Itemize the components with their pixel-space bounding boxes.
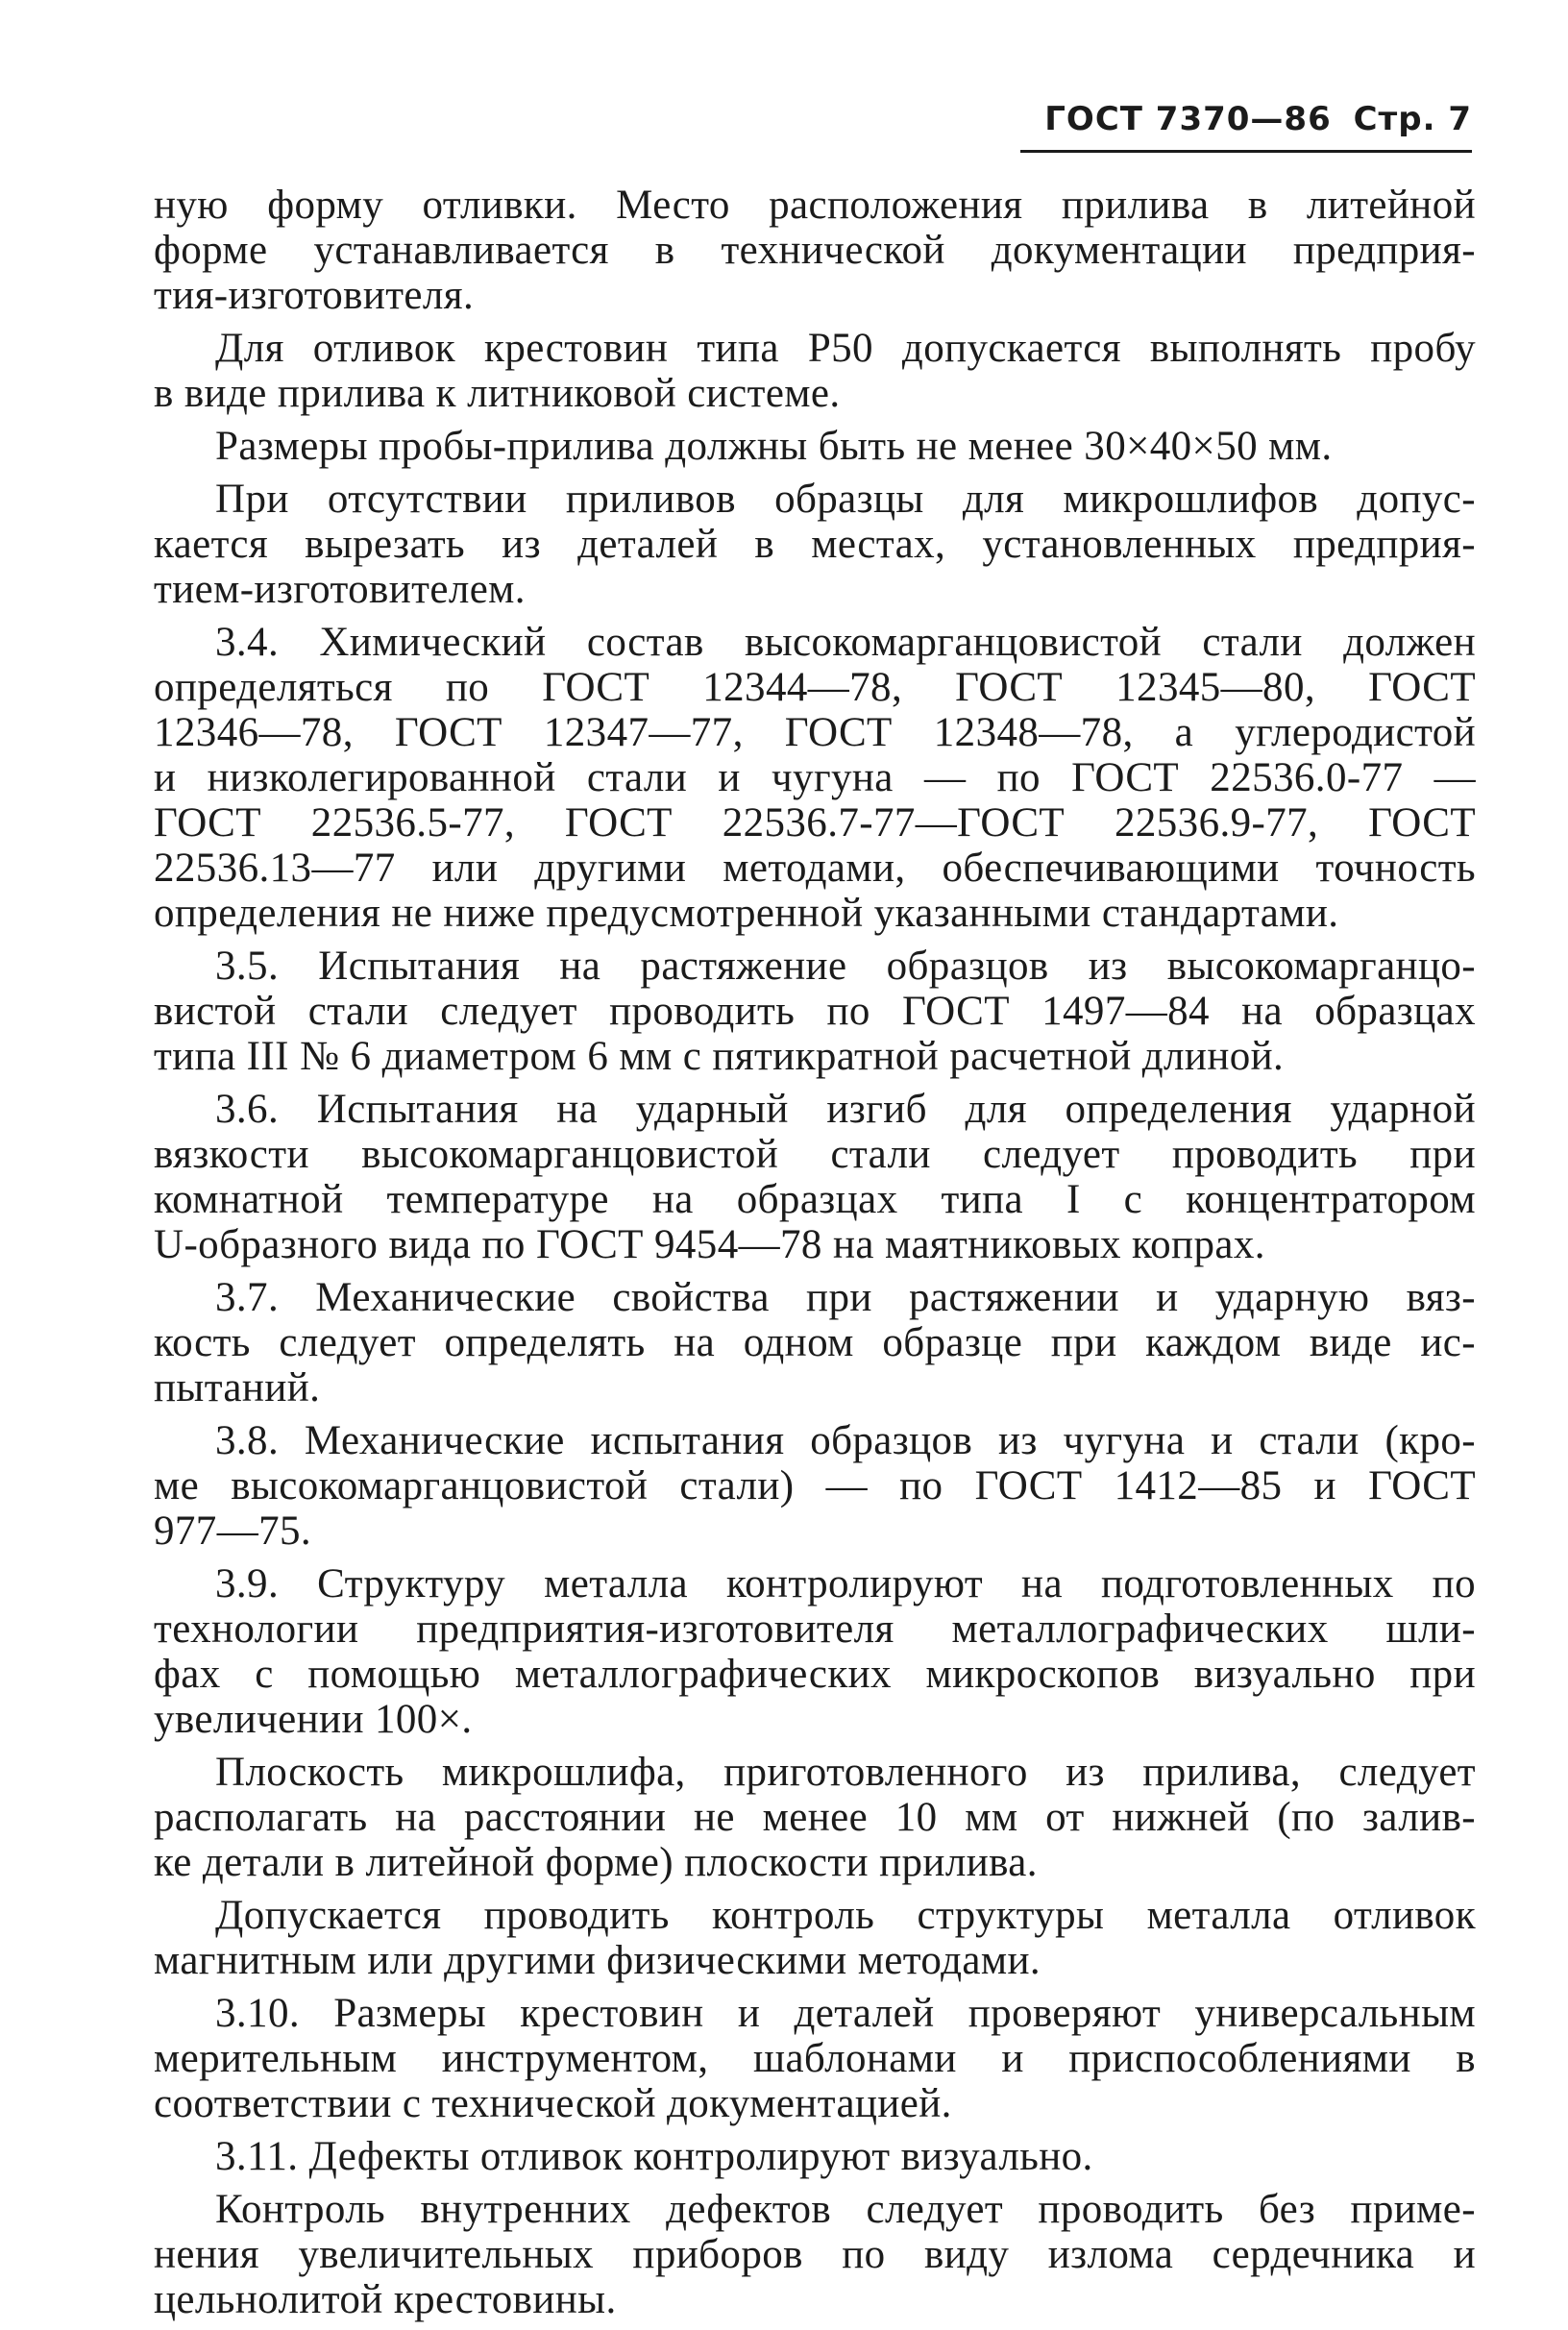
text-line: 3.5. Испытания на растяжение образцов из высокомарганцо- bbox=[215, 944, 1476, 989]
text-line: 3.10. Размеры крестовин и деталей проверяют универсальным bbox=[215, 1991, 1476, 2036]
standard-number: ГОСТ 7370—86 bbox=[1044, 100, 1332, 138]
text-line: ке детали в литейной форме) плоскости прилива. bbox=[154, 1840, 1038, 1885]
text-line: ме высокомарганцовистой стали) — по ГОСТ 1412—85 и ГОСТ bbox=[154, 1463, 1476, 1508]
text-line: 3.11. Дефекты отливок контролируют визуально. bbox=[215, 2134, 1093, 2179]
text-line: тия-изготовителя. bbox=[154, 273, 475, 318]
text-line: соответствии с технической документацией. bbox=[154, 2081, 952, 2126]
text-line: U-образного вида по ГОСТ 9454—78 на маятниковых копрах. bbox=[154, 1222, 1265, 1267]
text-line: тием-изготовителем. bbox=[154, 567, 526, 612]
text-line: 22536.13—77 или другими методами, обеспечивающими точность bbox=[154, 846, 1476, 891]
text-line: кость следует определять на одном образце при каждом виде ис- bbox=[154, 1320, 1476, 1365]
paragraph bbox=[154, 2187, 1476, 2322]
text-line: определяться по ГОСТ 12344—78, ГОСТ 12345—80, ГОСТ bbox=[154, 665, 1476, 710]
text-line: 3.4. Химический состав высокомарганцовистой стали должен bbox=[215, 620, 1476, 665]
text-line: типа III № 6 диаметром 6 мм с пятикратной расчетной длиной. bbox=[154, 1034, 1285, 1079]
text-line: определения не ниже предусмотренной указанными стандартами. bbox=[154, 891, 1339, 936]
text-line: вистой стали следует проводить по ГОСТ 1497—84 на образцах bbox=[154, 989, 1476, 1034]
text-line: 12346—78, ГОСТ 12347—77, ГОСТ 12348—78, а углеродистой bbox=[154, 710, 1476, 755]
text-line: 3.6. Испытания на ударный изгиб для определения ударной bbox=[215, 1087, 1476, 1132]
text-line: форме устанавливается в технической документации предприя- bbox=[154, 228, 1476, 273]
text-line: 3.8. Механические испытания образцов из чугуна и стали (кро- bbox=[215, 1418, 1476, 1463]
page-header bbox=[1020, 100, 1472, 153]
paragraph bbox=[154, 183, 1476, 318]
paragraph bbox=[154, 1893, 1476, 1983]
text-line: пытаний. bbox=[154, 1365, 321, 1410]
paragraph bbox=[154, 424, 1476, 469]
paragraph bbox=[154, 944, 1476, 1079]
text-line: ную форму отливки. Место расположения прилива в литейной bbox=[154, 183, 1476, 228]
text-line: фах с помощью металлографических микроскопов визуально при bbox=[154, 1652, 1476, 1697]
text-line: нения увеличительных приборов по виду излома сердечника и bbox=[154, 2232, 1476, 2277]
text-line: Контроль внутренних дефектов следует проводить без приме- bbox=[215, 2187, 1476, 2232]
text-line: технологии предприятия-изготовителя металлографических шли- bbox=[154, 1606, 1476, 1652]
text-line: и низколегированной стали и чугуна — по ГОСТ 22536.0-77 — bbox=[154, 755, 1476, 800]
paragraph bbox=[154, 2134, 1476, 2179]
text-line: увеличении 100×. bbox=[154, 1697, 473, 1742]
text-line: Для отливок крестовин типа Р50 допускается выполнять пробу bbox=[215, 326, 1476, 371]
text-line: При отсутствии приливов образцы для микрошлифов допус- bbox=[215, 477, 1476, 522]
text-line: Допускается проводить контроль структуры металла отливок bbox=[215, 1893, 1476, 1938]
text-line: цельнолитой крестовины. bbox=[154, 2277, 617, 2322]
text-line: магнитным или другими физическими методами. bbox=[154, 1938, 1041, 1983]
paragraph bbox=[154, 1750, 1476, 1885]
body-text bbox=[154, 183, 1476, 2330]
text-line: мерительным инструментом, шаблонами и приспособлениями в bbox=[154, 2036, 1476, 2081]
text-line: комнатной температуре на образцах типа I с концентратором bbox=[154, 1177, 1476, 1222]
text-line: 3.7. Механические свойства при растяжении и ударную вяз- bbox=[215, 1275, 1476, 1320]
paragraph bbox=[154, 1087, 1476, 1267]
paragraph bbox=[154, 326, 1476, 416]
text-line: в виде прилива к литниковой системе. bbox=[154, 371, 841, 416]
paragraph bbox=[154, 1991, 1476, 2126]
page-number: Стр. 7 bbox=[1353, 100, 1472, 138]
paragraph bbox=[154, 1561, 1476, 1742]
text-line: 3.9. Структуру металла контролируют на подготовленных по bbox=[215, 1561, 1476, 1606]
text-line: Плоскость микрошлифа, приготовленного из прилива, следует bbox=[215, 1750, 1476, 1795]
paragraph bbox=[154, 620, 1476, 936]
paragraph bbox=[154, 1275, 1476, 1410]
text-line: ГОСТ 22536.5-77, ГОСТ 22536.7-77—ГОСТ 22536.9-77, ГОСТ bbox=[154, 800, 1476, 846]
paragraph bbox=[154, 1418, 1476, 1554]
text-line: 977—75. bbox=[154, 1508, 312, 1554]
paragraph bbox=[154, 477, 1476, 612]
text-line: располагать на расстоянии не менее 10 мм от нижней (по залив- bbox=[154, 1795, 1476, 1840]
text-line: Размеры пробы-прилива должны быть не менее 30×40×50 мм. bbox=[215, 424, 1333, 469]
text-line: кается вырезать из деталей в местах, установленных предприя- bbox=[154, 522, 1476, 567]
text-line: вязкости высокомарганцовистой стали следует проводить при bbox=[154, 1132, 1476, 1177]
